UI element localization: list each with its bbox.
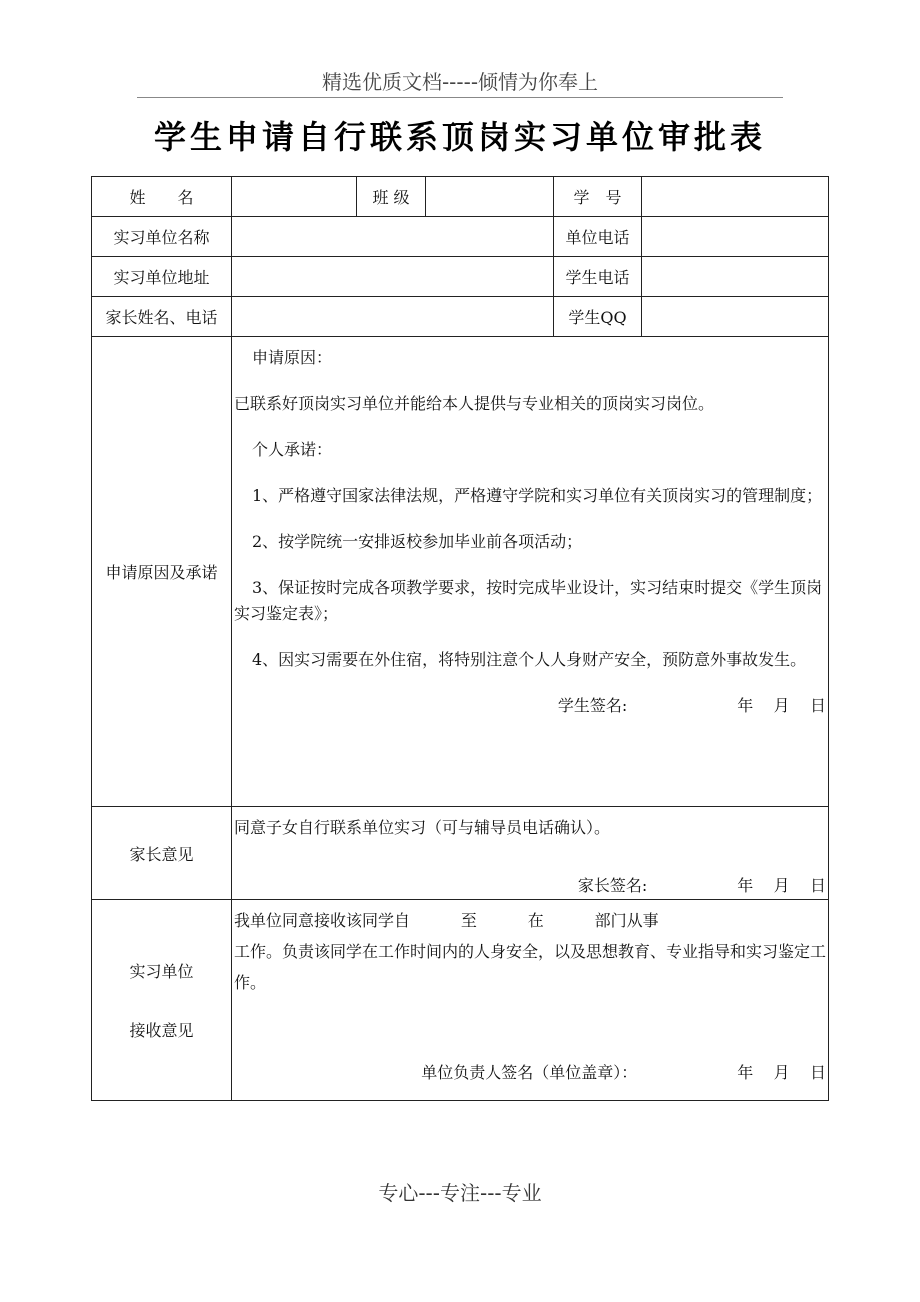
student-phone-label: 学生电话 <box>554 257 642 297</box>
parent-signature-line <box>234 873 828 899</box>
form-row-reason <box>92 337 829 807</box>
promise-item-3: 3、保证按时完成各项教学要求，按时完成毕业设计，实习结束时提交《学生顶岗实习鉴定表》； <box>234 578 823 623</box>
student-qq-label: 学生QQ <box>554 297 642 337</box>
reason-text: 已联系好顶岗实习单位并能给本人提供与专业相关的顶岗实习岗位。 <box>234 394 715 413</box>
student-qq-field[interactable] <box>642 297 829 337</box>
promise-item-4: 4、因实习需要在外住宿，将特别注意个人人身财产安全，预防意外事故发生。 <box>252 650 807 669</box>
student-id-label: 学 号 <box>554 177 642 217</box>
student-signature-label: 学生签名: <box>557 696 628 715</box>
company-phone-field[interactable] <box>642 217 829 257</box>
name-label: 姓 名 <box>92 177 232 217</box>
promise-item-2: 2、按学院统一安排返校参加毕业前各项活动； <box>252 532 583 551</box>
company-phone-label: 单位电话 <box>554 217 642 257</box>
name-field[interactable] <box>232 177 357 217</box>
company-signature-date: 年 月 日 <box>737 1063 826 1082</box>
document-title: 学生申请自行联系顶岗实习单位审批表 <box>153 118 766 156</box>
class-field[interactable] <box>426 177 554 217</box>
reason-label: 申请原因及承诺 <box>92 337 232 807</box>
form-row-parent <box>92 297 829 337</box>
parent-info-field[interactable] <box>232 297 554 337</box>
company-signature-line <box>234 1060 828 1086</box>
approval-form-table <box>91 176 829 1101</box>
promise-heading: 个人承诺： <box>252 440 333 459</box>
reason-heading: 申请原因： <box>252 348 333 367</box>
form-row-address <box>92 257 829 297</box>
parent-opinion-text: 同意子女自行联系单位实习（可与辅导员电话确认）。 <box>234 818 611 837</box>
form-row-basic <box>92 177 829 217</box>
company-name-label: 实习单位名称 <box>92 217 232 257</box>
company-opinion-content <box>232 900 829 1101</box>
company-opinion-label-line1: 实习单位 <box>129 962 194 981</box>
company-address-label: 实习单位地址 <box>92 257 232 297</box>
parent-signature-date: 年 月 日 <box>737 876 826 895</box>
company-name-field[interactable] <box>232 217 554 257</box>
company-opinion-label <box>92 900 232 1101</box>
company-opinion-text-line1: 我单位同意接收该同学自 至 在 部门从事 <box>234 911 659 930</box>
page-header-text: 精选优质文档-----倾情为你奉上 <box>321 70 599 94</box>
parent-signature-label: 家长签名: <box>577 876 648 895</box>
page-footer-text: 专心---专注---专业 <box>378 1181 542 1205</box>
company-opinion-label-line2: 接收意见 <box>129 1021 194 1040</box>
company-opinion-text-rest: 工作。负责该同学在工作时间内的人身安全，以及思想教育、专业指导和实习鉴定工作。 <box>234 942 827 992</box>
company-signature-label: 单位负责人签名（单位盖章）： <box>421 1063 638 1082</box>
parent-opinion-label: 家长意见 <box>92 807 232 900</box>
promise-item-1: 1、严格遵守国家法律法规，严格遵守学院和实习单位有关顶岗实习的管理制度； <box>252 486 823 505</box>
reason-content <box>232 337 829 807</box>
student-id-field[interactable] <box>642 177 829 217</box>
parent-info-label: 家长姓名、电话 <box>92 297 232 337</box>
form-row-company-opinion <box>92 900 829 1101</box>
student-signature-line <box>234 693 828 719</box>
header-divider <box>137 97 783 98</box>
class-label: 班 级 <box>357 177 426 217</box>
student-signature-date: 年 月 日 <box>737 696 826 715</box>
form-row-parent-opinion <box>92 807 829 900</box>
form-row-company <box>92 217 829 257</box>
parent-opinion-content <box>232 807 829 900</box>
company-address-field[interactable] <box>232 257 554 297</box>
student-phone-field[interactable] <box>642 257 829 297</box>
